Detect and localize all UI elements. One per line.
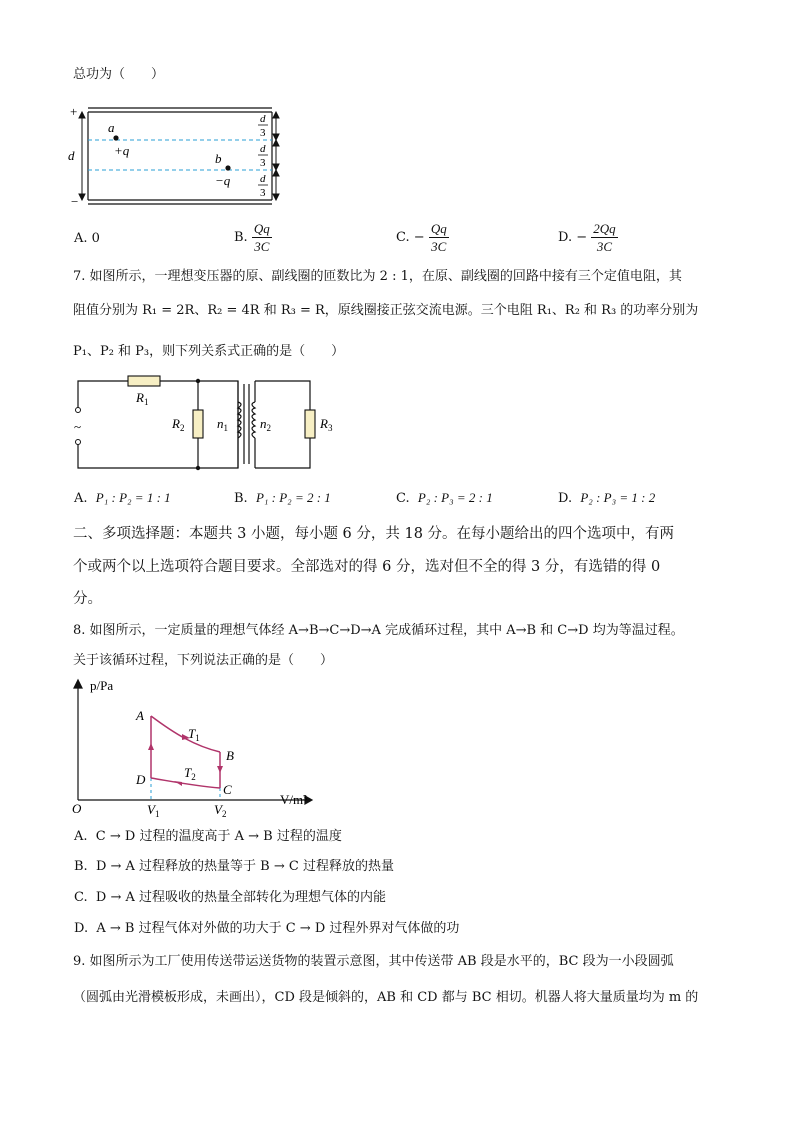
q6-option-a[interactable]: A. 0 — [74, 231, 100, 246]
svg-text:3: 3 — [260, 127, 266, 139]
section-2-line-2: 个或两个以上选项符合题目要求。全部选对的得 6 分，选对但不全的得 3 分，有选错的得 0 — [73, 559, 661, 575]
q7-line-3: P₁、P₂ 和 P₃，则下列关系式正确的是（ ） — [73, 344, 345, 359]
a-label: a — [108, 120, 115, 135]
q7-option-a[interactable]: A. P₁ : P₂ = 1 : 1 — [74, 490, 171, 506]
charge-b — [225, 165, 230, 170]
q8-option-c[interactable]: C. D → A 过程吸收的热量全部转化为理想气体的内能 — [74, 890, 386, 905]
t2-label: $T_2$ — [184, 765, 196, 782]
ac-source-symbol: ~ — [74, 419, 82, 434]
r1-label: $R_1$ — [136, 390, 149, 407]
q8-line-1: 8. 如图所示，一定质量的理想气体经 A→B→C→D→A 完成循环过程，其中 A→B 和 C→D 均为等温过程。 — [73, 623, 684, 638]
r2-label: $R_2$ — [172, 416, 185, 433]
b-label: b — [215, 151, 222, 166]
svg-text:d: d — [260, 173, 266, 185]
q7-option-d[interactable]: D. P₂ : P₃ = 1 : 2 — [558, 490, 656, 506]
q8-pv-diagram — [70, 676, 320, 822]
v-axis-label: V/m³ — [280, 792, 308, 807]
svg-text:3: 3 — [260, 187, 266, 199]
q7-line-2: 阻值分别为 R₁ = 2R、R₂ = 4R 和 R₃ = R，原线圈接正弦交流电源。三个电阻 R₁、R₂ 和 R₃ 的功率分别为 — [73, 303, 699, 318]
t1-label: $T_1$ — [188, 726, 200, 743]
q7-circuit-figure — [70, 372, 340, 472]
d-label: d — [68, 148, 75, 163]
point-d-label: D — [136, 772, 146, 787]
svg-text:d: d — [260, 113, 266, 125]
n2-label: $n_2$ — [260, 416, 271, 433]
q7-line-1: 7. 如图所示，一理想变压器的原、副线圈的匝数比为 2 : 1，在原、副线圈的回路中接有三个定值电阻，其 — [73, 269, 682, 284]
svg-text:3: 3 — [260, 157, 266, 169]
curve-a-b — [151, 716, 220, 752]
minus-sign: − — [71, 194, 79, 209]
v1-label: $V_1$ — [147, 802, 160, 819]
section-2-line-1: 二、多项选择题：本题共 3 小题，每小题 6 分，共 18 分。在每小题给出的四个选项中，有两 — [73, 526, 675, 542]
v2-label: $V_2$ — [214, 802, 227, 819]
r3-label: $R_3$ — [320, 416, 333, 433]
point-a-label: A — [136, 708, 144, 723]
resistor-r1 — [128, 376, 160, 386]
q6-option-d[interactable]: D. − $\frac{2Qq}{3C}$ — [558, 221, 616, 254]
origin-label: O — [72, 801, 82, 816]
resistor-r2 — [193, 410, 203, 438]
n1-label: $n_1$ — [217, 416, 228, 433]
q6-option-c[interactable]: C. − $\frac{Qq}{3C}$ — [396, 221, 447, 254]
minus-q-label: −q — [215, 173, 231, 188]
q6-stem-tail: 总功为（ ） — [73, 67, 165, 82]
q7-option-b[interactable]: B. P₁ : P₂ = 2 : 1 — [234, 490, 331, 506]
section-2-line-3: 分。 — [73, 591, 102, 607]
q6-option-b[interactable]: B. $\frac{Qq}{3C}$ — [234, 221, 270, 254]
q9-line-2: （圆弧由光滑模板形成，未画出），CD 段是倾斜的，AB 和 CD 都与 BC 相切。机器人将大量质量均为 m 的 — [73, 990, 699, 1005]
q7-option-c[interactable]: C. P₂ : P₃ = 2 : 1 — [396, 490, 493, 506]
q8-option-a[interactable]: A. C → D 过程的温度高于 A → B 过程的温度 — [74, 829, 342, 844]
q8-option-d[interactable]: D. A → B 过程气体对外做的功大于 C → D 过程外界对气体做的功 — [74, 921, 460, 936]
plus-sign: + — [70, 104, 78, 119]
q9-line-1: 9. 如图所示为工厂使用传送带运送货物的装置示意图，其中传送带 AB 段是水平的，BC 段为一小段圆弧 — [73, 954, 674, 969]
svg-text:d: d — [260, 143, 266, 155]
q6-capacitor-figure — [68, 100, 288, 210]
p-axis-label: p/Pa — [90, 678, 114, 693]
q8-line-2: 关于该循环过程，下列说法正确的是（ ） — [73, 653, 334, 668]
charge-a — [113, 135, 118, 140]
point-b-label: B — [226, 748, 234, 763]
plus-q-label: +q — [114, 143, 130, 158]
q8-option-b[interactable]: B. D → A 过程释放的热量等于 B → C 过程释放的热量 — [74, 859, 394, 874]
resistor-r3 — [305, 410, 315, 438]
point-c-label: C — [223, 782, 232, 797]
